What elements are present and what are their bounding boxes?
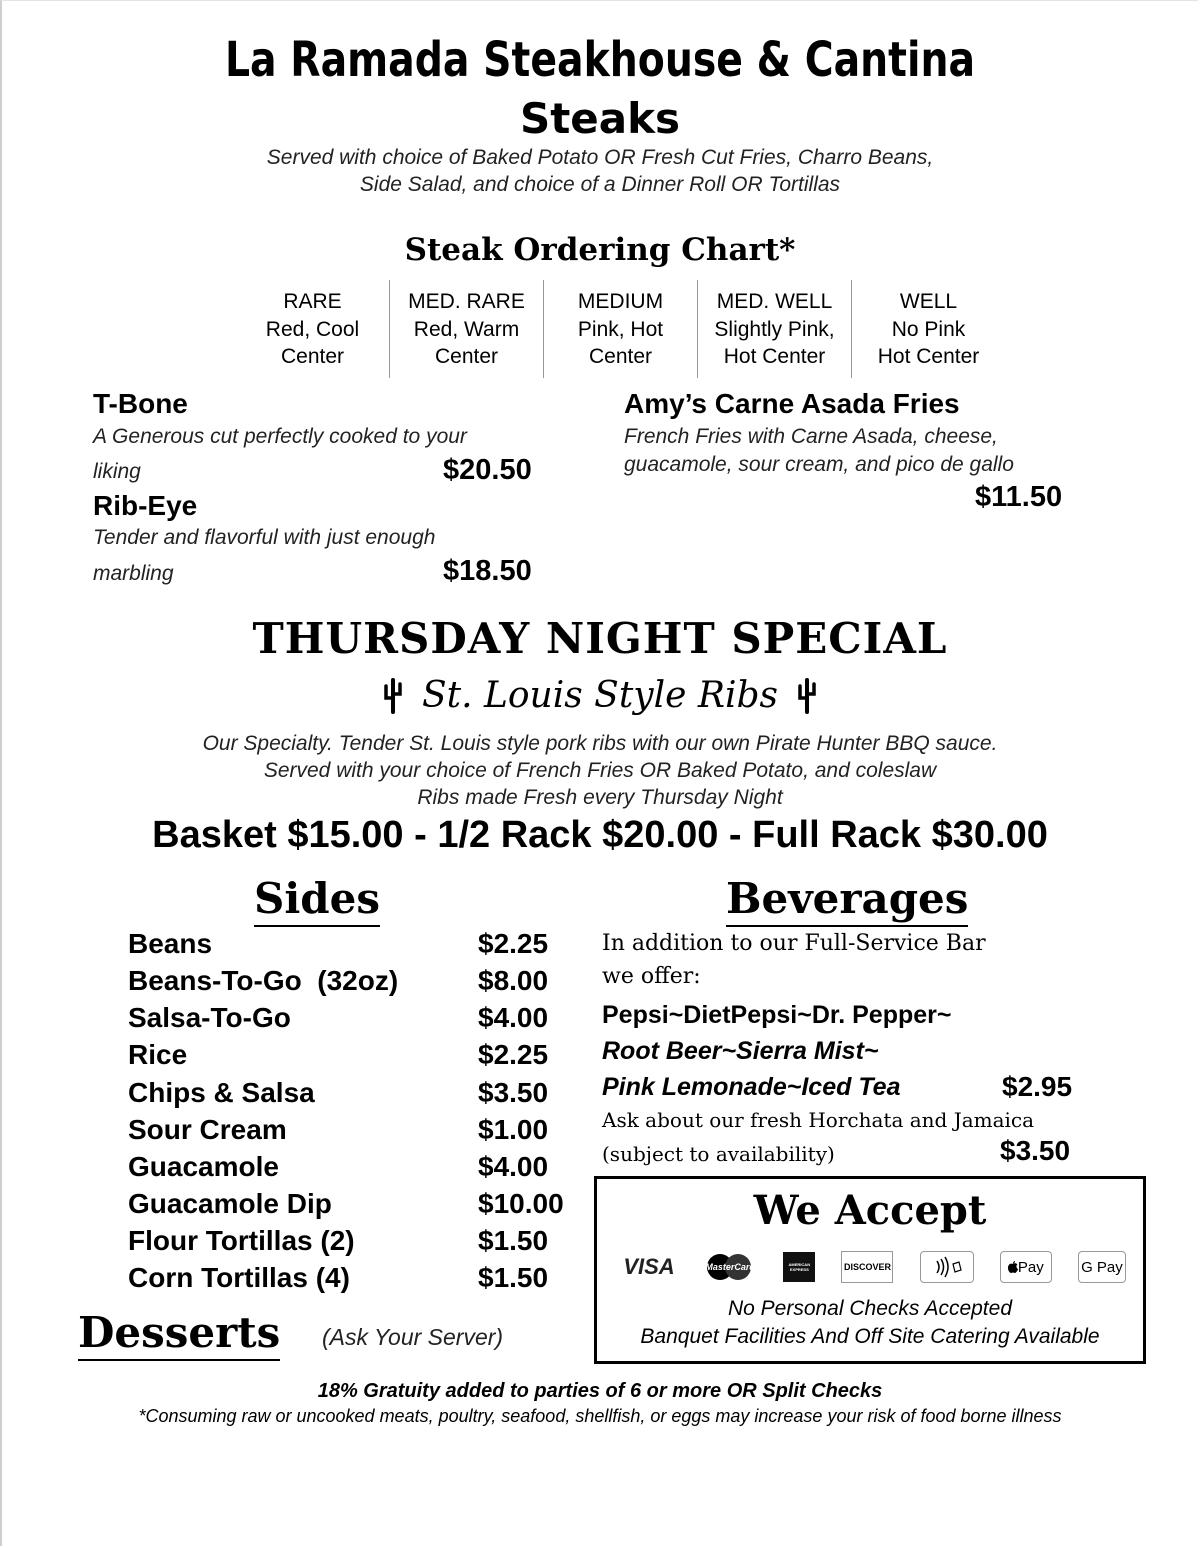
ribs-desc-line1: Our Specialty. Tender St. Louis style pork ribs with our own Pirate Hunter BBQ sauce. (202, 732, 998, 755)
ribeye-desc-2: marbling (93, 562, 174, 585)
mastercard-label: MasterCard (705, 1262, 755, 1272)
carne-asada-fries-name: Amy’s Carne Asada Fries (624, 388, 960, 419)
chart-desc: Red, Cool (265, 317, 360, 341)
carne-asada-fries-desc: French Fries with Carne Asada, cheese, (624, 425, 998, 448)
chart-label: MED. RARE (408, 290, 525, 313)
side-name: Chips & Salsa (128, 1077, 315, 1108)
carne-asada-fries-desc-2: guacamole, sour cream, and pico de gallo (624, 453, 1014, 476)
list-item (128, 1188, 588, 1225)
cactus-icon (796, 676, 818, 716)
chart-desc: Slightly Pink, (714, 317, 835, 341)
chart-column-medium (544, 280, 698, 378)
ribs-desc-line3: Ribs made Fresh every Thursday Night (417, 786, 783, 809)
side-name: Corn Tortillas (4) (128, 1262, 350, 1293)
list-item (128, 1151, 588, 1188)
chart-desc: Center (588, 345, 653, 368)
chart-label: MED. WELL (716, 290, 833, 313)
we-accept-heading: We Accept (753, 1187, 987, 1234)
side-price: $10.00 (478, 1188, 564, 1219)
tbone-name: T-Bone (93, 388, 188, 419)
chart-label: WELL (899, 290, 958, 313)
discover-icon: DISCOVER (841, 1251, 893, 1283)
list-item (128, 928, 588, 965)
horchata-note: Ask about our fresh Horchata and Jamaica (602, 1108, 1035, 1132)
gratuity-note: 18% Gratuity added to parties of 6 or more OR Split Checks (317, 1380, 883, 1402)
list-item (128, 1262, 588, 1299)
side-price: $4.00 (478, 1151, 549, 1182)
steaks-heading: Steaks (519, 94, 681, 143)
list-item (128, 1039, 588, 1076)
ribeye-name: Rib-Eye (93, 490, 198, 521)
side-price: $3.50 (478, 1077, 549, 1108)
chart-column-med-rare (390, 280, 544, 378)
side-price: $4.00 (478, 1002, 549, 1033)
ribs-desc-line2: Served with your choice of French Fries OR Baked Potato, and coleslaw (263, 759, 937, 782)
side-name: Guacamole Dip (128, 1188, 332, 1219)
food-warning: *Consuming raw or uncooked meats, poultry, seafood, shellfish, or eggs may increase your risk of food borne illness (138, 1406, 1062, 1426)
availability-note: (subject to availability) (602, 1142, 835, 1166)
side-price: $1.50 (478, 1225, 549, 1256)
steaks-subtitle (0, 144, 1200, 198)
payment-cards (621, 1251, 1126, 1283)
desserts-heading: Desserts (78, 1308, 280, 1361)
apple-icon (1008, 1261, 1018, 1273)
steaks-subtitle-line2: Side Salad, and choice of a Dinner Roll OR Tortillas (359, 173, 841, 196)
side-price: $2.25 (478, 928, 549, 959)
beverages-sodas-2: Root Beer~Sierra Mist~ (602, 1037, 879, 1065)
chart-column-well (852, 280, 1005, 378)
mastercard-icon (703, 1252, 757, 1282)
restaurant-title: La Ramada Steakhouse & Cantina (224, 32, 976, 88)
ribs-description (0, 730, 1200, 811)
beverages-sodas: Pepsi~DietPepsi~Dr. Pepper~ (602, 1001, 952, 1029)
ribeye-price: $18.50 (443, 555, 532, 587)
ribs-title-line (0, 675, 1200, 716)
side-price: $1.50 (478, 1262, 549, 1293)
google-pay-icon: G Pay (1078, 1251, 1126, 1283)
side-name: Guacamole (128, 1151, 279, 1182)
steaks-subtitle-line1: Served with choice of Baked Potato OR Fresh Cut Fries, Charro Beans, (266, 146, 934, 169)
chart-label: RARE (283, 290, 342, 313)
chart-desc: Hot Center (877, 345, 980, 368)
side-name: Beans (128, 928, 213, 959)
chart-desc: Pink, Hot (577, 317, 664, 341)
side-name: Flour Tortillas (2) (128, 1225, 355, 1256)
side-name: Rice (128, 1039, 188, 1070)
tbone-price: $20.50 (443, 454, 532, 486)
chart-desc: Center (434, 345, 499, 368)
list-item (128, 965, 588, 1002)
beverages-heading: Beverages (726, 874, 968, 927)
beverages-price: $2.95 (1002, 1071, 1073, 1102)
thursday-special-title: THURSDAY NIGHT SPECIAL (252, 614, 948, 663)
desserts-note: (Ask Your Server) (322, 1324, 504, 1350)
ribeye-desc: Tender and flavorful with just enough (93, 526, 436, 549)
chart-column-rare (236, 280, 390, 378)
contactless-icon (920, 1251, 974, 1283)
list-item (128, 1002, 588, 1039)
no-checks-note: No Personal Checks Accepted (727, 1297, 1013, 1320)
tbone-desc-2: liking (93, 460, 141, 483)
apple-pay-label: Pay (1017, 1258, 1044, 1276)
steak-chart-title: Steak Ordering Chart* (404, 232, 796, 268)
beverages-sodas-3: Pink Lemonade~Iced Tea (602, 1073, 901, 1101)
chart-desc: No Pink (891, 317, 966, 341)
beverages-intro-2: we offer: (602, 964, 701, 989)
chart-label: MEDIUM (577, 290, 664, 313)
list-item (128, 1114, 588, 1151)
side-name: Beans-To-Go (32oz) (128, 965, 399, 996)
sides-heading: Sides (254, 874, 380, 927)
carne-asada-fries-price: $11.50 (975, 481, 1063, 513)
side-price: $8.00 (478, 965, 549, 996)
cactus-icon (382, 676, 404, 716)
amex-icon: AMERICAN EXPRESS (783, 1252, 815, 1282)
list-item (128, 1077, 588, 1114)
side-name: Salsa-To-Go (128, 1002, 291, 1033)
apple-pay-icon (1000, 1251, 1052, 1283)
chart-desc: Red, Warm (413, 317, 520, 341)
banquet-note: Banquet Facilities And Off Site Catering Available (640, 1325, 1100, 1348)
chart-desc: Hot Center (723, 345, 826, 368)
ribs-title: St. Louis Style Ribs (421, 675, 779, 716)
rib-prices: Basket $15.00 - 1/2 Rack $20.00 - Full Rack $30.00 (152, 814, 1048, 856)
payment-box (594, 1176, 1146, 1364)
beverages-intro: In addition to our Full-Service Bar (602, 931, 986, 956)
visa-icon: VISA (623, 1254, 675, 1279)
chart-desc: Center (280, 345, 345, 368)
chart-column-med-well (698, 280, 852, 378)
steak-ordering-chart (236, 280, 1005, 378)
tbone-desc: A Generous cut perfectly cooked to your (93, 425, 467, 448)
side-name: Sour Cream (128, 1114, 287, 1145)
horchata-price: $3.50 (1000, 1135, 1071, 1166)
side-price: $2.25 (478, 1039, 549, 1070)
side-price: $1.00 (478, 1114, 549, 1145)
list-item (128, 1225, 588, 1262)
